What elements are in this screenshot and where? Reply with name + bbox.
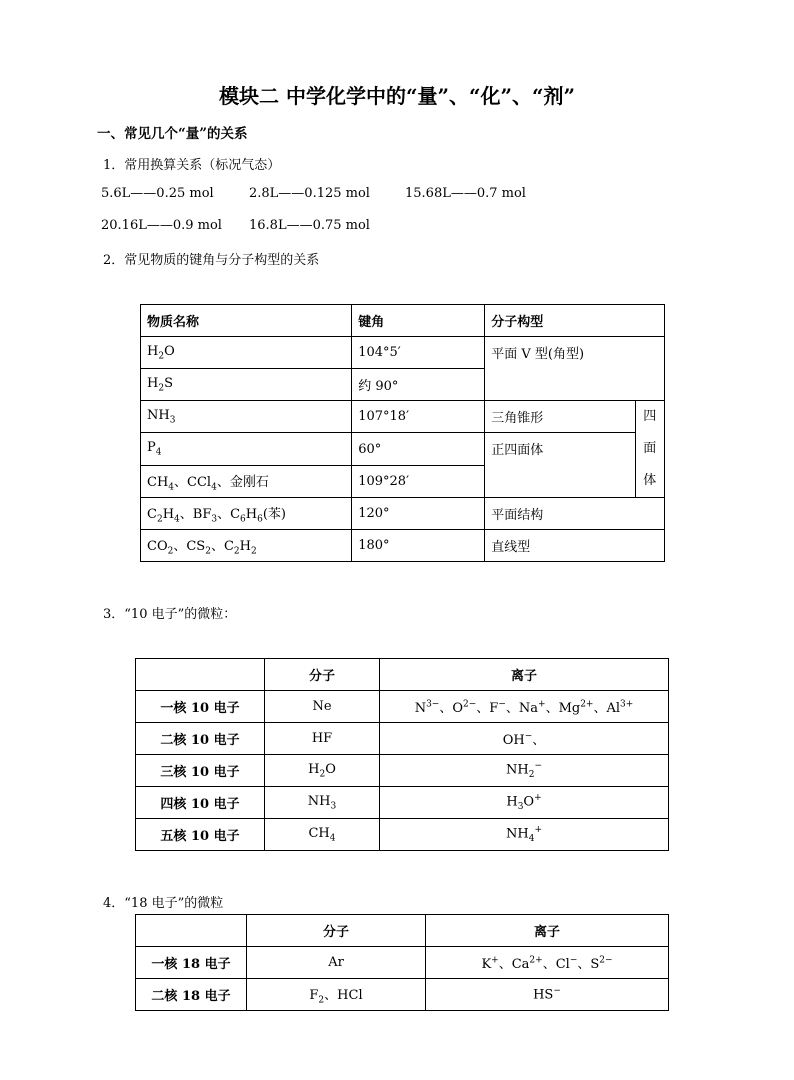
- item-4-heading: 4．“18 电子”的微粒: [103, 896, 224, 911]
- substance-h2o: $H_2O$: [141, 337, 352, 369]
- row-label: 五核 10 电子: [136, 819, 265, 851]
- ten-electron-table: [135, 658, 669, 851]
- shape-tetrahedron: 正四面体: [485, 433, 635, 498]
- header-molecule: 分子: [247, 915, 426, 947]
- conversion-3: 15.68L——0.7 mol: [405, 186, 526, 201]
- row-label: 四核 10 电子: [136, 787, 265, 819]
- header-angle: 键角: [352, 305, 485, 337]
- header-ion: 离子: [380, 659, 669, 691]
- ions-di: OH−、: [380, 723, 669, 755]
- substance-h2s: $H_2S$: [141, 369, 352, 401]
- eighteen-electron-table: [135, 914, 669, 1011]
- molecule-ar: Ar: [247, 947, 426, 979]
- ions-tetra: $H_3O^+$: [380, 787, 669, 819]
- ions-mono: $N^{3-}$、$O^{2-}$、F−、Na+、$Mg^{2+}$、$Al^{3+}$: [380, 691, 669, 723]
- molecule-h2o: $H_2O$: [265, 755, 380, 787]
- conversion-4: 20.16L——0.9 mol: [101, 218, 222, 233]
- molecule-ch4: $CH_4$: [265, 819, 380, 851]
- molecule-ne: Ne: [265, 691, 380, 723]
- row-label: 二核 18 电子: [136, 979, 247, 1011]
- substance-co2: $CO_2$、$CS_2$、$C_2H_2$: [141, 530, 352, 562]
- row-label: 一核 10 电子: [136, 691, 265, 723]
- conversion-2: 2.8L——0.125 mol: [249, 186, 370, 201]
- header-molecule: 分子: [265, 659, 380, 691]
- bond-angle-table: [140, 304, 665, 562]
- angle-p4: 60°: [352, 433, 485, 466]
- substance-c2h4: $C_2H_4$、$BF_3$、$C_6H_6$(苯): [141, 498, 352, 530]
- substance-nh3: $NH_3$: [141, 401, 352, 433]
- conversion-5: 16.8L——0.75 mol: [249, 218, 370, 233]
- item-3-heading: 3．“10 电子”的微粒：: [103, 607, 237, 622]
- ions-mono: K+、$Ca^{2+}$、Cl−、$S^{2-}$: [426, 947, 669, 979]
- item-2-heading: 2．常见物质的键角与分子构型的关系: [103, 253, 320, 268]
- page-title: 模块二 中学化学中的“量”、“化”、“剂”: [219, 84, 575, 108]
- ions-di: HS−: [426, 979, 669, 1011]
- angle-h2o: 104°5′: [352, 337, 485, 369]
- molecule-hf: HF: [265, 723, 380, 755]
- angle-co2: 180°: [352, 530, 485, 562]
- row-label: 三核 10 电子: [136, 755, 265, 787]
- header-substance: 物质名称: [141, 305, 352, 337]
- header-ion: 离子: [426, 915, 669, 947]
- angle-h2s: 约 90°: [352, 369, 485, 401]
- molecule-nh3: $NH_3$: [265, 787, 380, 819]
- angle-nh3: 107°18′: [352, 401, 485, 433]
- shape-tetrahedral-group: 四 面 体: [635, 401, 664, 498]
- header-empty: [136, 915, 247, 947]
- angle-ch4: 109°28′: [352, 466, 485, 498]
- shape-linear: 直线型: [485, 530, 665, 562]
- header-empty: [136, 659, 265, 691]
- item-1-heading: 1．常用换算关系（标况气态）: [103, 158, 281, 173]
- substance-ch4: $CH_4$、CCl$_4$、金刚石: [141, 466, 352, 498]
- shape-pyramid: 三角锥形: [485, 401, 635, 433]
- ions-penta: $NH_4^+$: [380, 819, 669, 851]
- conversion-1: 5.6L——0.25 mol: [101, 186, 214, 201]
- row-label: 一核 18 电子: [136, 947, 247, 979]
- section-heading: 一、常见几个“量”的关系: [97, 126, 248, 142]
- row-label: 二核 10 电子: [136, 723, 265, 755]
- angle-c2h4: 120°: [352, 498, 485, 530]
- substance-p4: $P_4$: [141, 433, 352, 466]
- molecule-f2-hcl: $F_2$、HCl: [247, 979, 426, 1011]
- shape-planar: 平面结构: [485, 498, 665, 530]
- header-shape: 分子构型: [485, 305, 665, 337]
- shape-v: 平面 V 型(角型): [485, 337, 665, 401]
- ions-tri: $NH_2^-$: [380, 755, 669, 787]
